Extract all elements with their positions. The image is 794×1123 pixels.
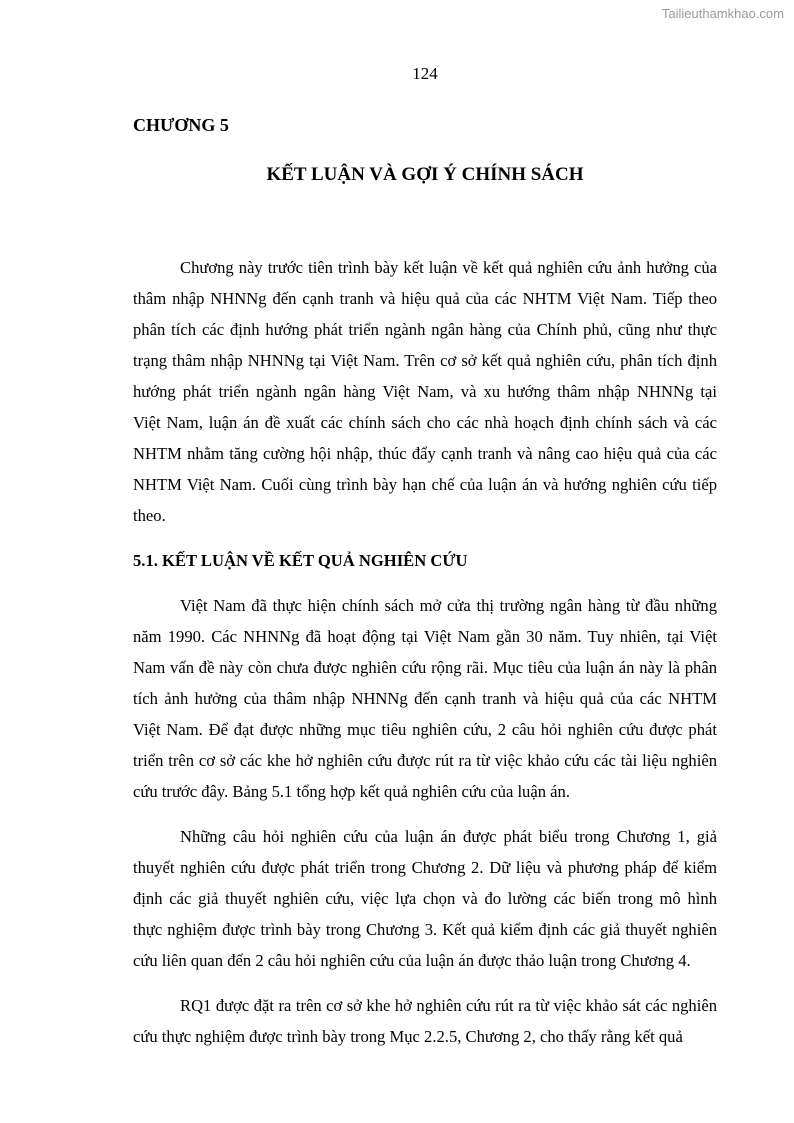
paragraph-line: NHTM Việt Nam. Cuối cùng trình bày hạn chế của luận án và hướng nghiên cứu tiếp [133, 475, 717, 494]
paragraph-line: Nam vấn đề này còn chưa được nghiên cứu rộng rãi. Mục tiêu của luận án này là phân [133, 658, 717, 677]
paragraph-line: thực nghiệm được trình bày trong Chương 3. Kết quả kiểm định các giả thuyết nghiên [133, 920, 717, 939]
paragraph-line: Việt Nam đã thực hiện chính sách mở cửa thị trường ngân hàng từ đầu những [180, 596, 717, 615]
section-heading: 5.1. KẾT LUẬN VỀ KẾT QUẢ NGHIÊN CỨU [133, 551, 468, 570]
paragraph-line: NHTM nhằm tăng cường hội nhập, thúc đẩy cạnh tranh và nâng cao hiệu quả của các [133, 444, 717, 463]
paragraph [133, 821, 717, 976]
intro-paragraph [133, 252, 717, 531]
page-number: 124 [412, 64, 438, 83]
paragraph-line: cứu thực nghiệm được trình bày trong Mục 2.2.5, Chương 2, cho thấy rằng kết quả [133, 1027, 683, 1046]
paragraph-line: theo. [133, 506, 166, 525]
paragraph [133, 590, 717, 807]
paragraph-line: cứu liên quan đến 2 câu hỏi nghiên cứu của luận án được thảo luận trong Chương 4. [133, 951, 691, 970]
paragraph-line: Chương này trước tiên trình bày kết luận về kết quả nghiên cứu ảnh hưởng của [180, 258, 717, 277]
section-paragraphs [133, 590, 717, 1052]
paragraph-line: thâm nhập NHNNg đến cạnh tranh và hiệu quả của các NHTM Việt Nam. Tiếp theo [133, 289, 717, 308]
paragraph-line: hướng phát triển ngành ngân hàng Việt Nam, và xu hướng thâm nhập NHNNg tại [133, 382, 717, 401]
paragraph-line: định các giả thuyết nghiên cứu, việc lựa chọn và đo lường các biến trong mô hình [133, 889, 717, 908]
chapter-label: CHƯƠNG 5 [133, 115, 229, 135]
paragraph-line: triển trên cơ sở các khe hở nghiên cứu được rút ra từ việc khảo cứu các tài liệu nghiên [133, 751, 717, 770]
paragraph-line: trạng thâm nhập NHNNg tại Việt Nam. Trên cơ sở kết quả nghiên cứu, phân tích định [133, 351, 717, 370]
document-body [133, 252, 717, 1066]
paragraph-line: năm 1990. Các NHNNg đã hoạt động tại Việt Nam gần 30 năm. Tuy nhiên, tại Việt [133, 627, 717, 646]
paragraph-line: tích ảnh hưởng của thâm nhập NHNNg đến cạnh tranh và hiệu quả của các NHTM [133, 689, 717, 708]
paragraph-line: cứu trước đây. Bảng 5.1 tổng hợp kết quả nghiên cứu của luận án. [133, 782, 570, 801]
paragraph-line: Việt Nam. Để đạt được những mục tiêu nghiên cứu, 2 câu hỏi nghiên cứu được phát [133, 720, 717, 739]
chapter-title: KẾT LUẬN VÀ GỢI Ý CHÍNH SÁCH [266, 164, 584, 185]
paragraph [133, 990, 717, 1052]
paragraph-line: phân tích các định hướng phát triển ngành ngân hàng của Chính phủ, cũng như thực [133, 320, 717, 339]
paragraph-line: Những câu hỏi nghiên cứu của luận án được phát biểu trong Chương 1, giả [180, 827, 717, 846]
paragraph-line: thuyết nghiên cứu được phát triển trong Chương 2. Dữ liệu và phương pháp để kiểm [133, 858, 717, 877]
paragraph-line: RQ1 được đặt ra trên cơ sở khe hở nghiên cứu rút ra từ việc khảo sát các nghiên [180, 996, 717, 1015]
paragraph-line: Việt Nam, luận án đề xuất các chính sách cho các nhà hoạch định chính sách và các [133, 413, 717, 432]
watermark: Tailieuthamkhao.com [661, 6, 784, 21]
